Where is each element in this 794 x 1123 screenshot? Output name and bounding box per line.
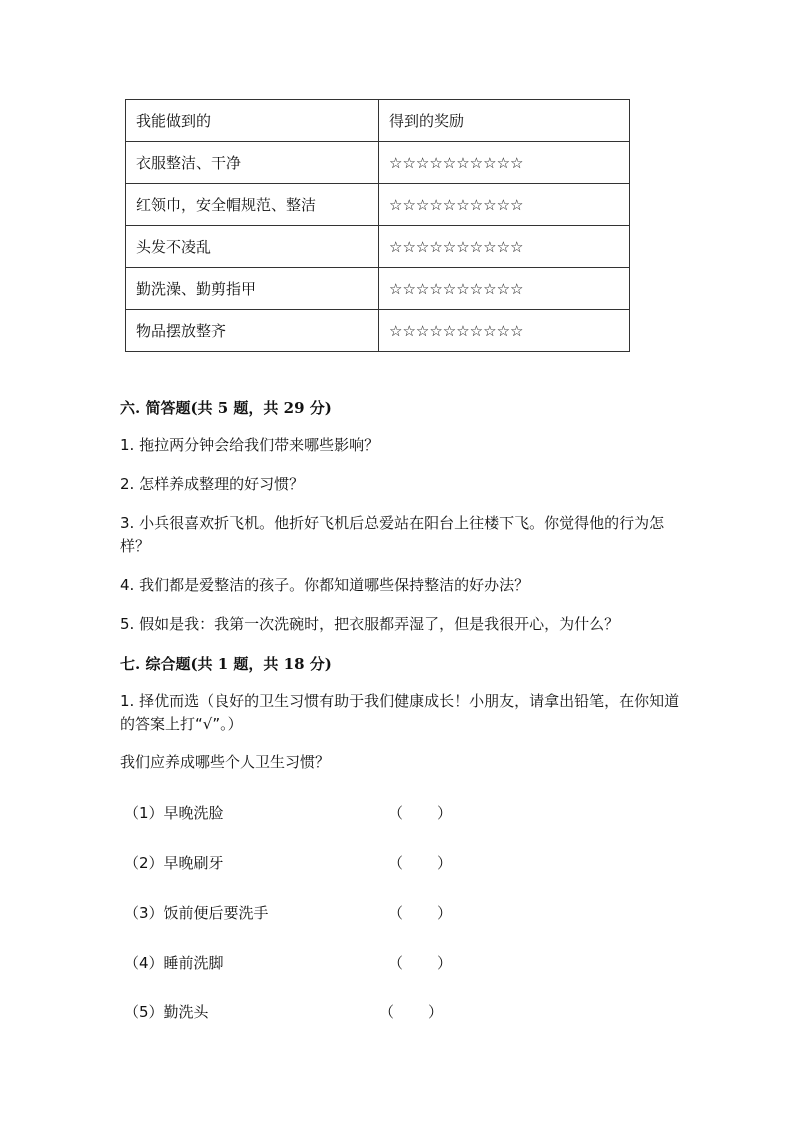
- table-header-cell: 得到的奖励: [379, 100, 630, 142]
- question-6-3: 3. 小兵很喜欢折飞机。他折好飞机后总爱站在阳台上往楼下飞。你觉得他的行为怎样？: [120, 514, 665, 555]
- paren-open: （: [388, 804, 404, 822]
- table-cell-item: 勤洗澡、勤剪指甲: [126, 268, 379, 310]
- table-header-row: [126, 100, 630, 142]
- answer-blank[interactable]: [388, 802, 452, 823]
- section-6-title: 六. 简答题(共 5 题，共 29 分): [120, 399, 332, 417]
- table-header-cell: 我能做到的: [126, 100, 379, 142]
- paren-close: ）: [437, 954, 453, 972]
- answer-blank[interactable]: [388, 852, 452, 873]
- table-cell-stars: ☆☆☆☆☆☆☆☆☆☆: [379, 268, 630, 310]
- table-cell-item: 红领巾，安全帽规范、整洁: [126, 184, 379, 226]
- table-cell-item: 衣服整洁、干净: [126, 142, 379, 184]
- question-7-prompt: 我们应养成哪些个人卫生习惯？: [120, 753, 331, 771]
- paren-close: ）: [437, 904, 453, 922]
- table-row: [126, 142, 630, 184]
- option-label: （4）睡前洗脚: [124, 954, 224, 972]
- question-6-1: 1. 拖拉两分钟会给我们带来哪些影响？: [120, 436, 380, 454]
- table-row: [126, 184, 630, 226]
- option-label: （2）早晚刷牙: [124, 854, 224, 872]
- table-cell-item: 头发不凌乱: [126, 226, 379, 268]
- reward-table: [125, 99, 630, 352]
- option-label: （5）勤洗头: [124, 1003, 209, 1021]
- paren-open: （: [388, 854, 404, 872]
- question-6-2: 2. 怎样养成整理的好习惯？: [120, 475, 305, 493]
- section-7-title: 七. 综合题(共 1 题，共 18 分): [120, 655, 332, 673]
- table-cell-stars: ☆☆☆☆☆☆☆☆☆☆: [379, 310, 630, 352]
- paren-close: ）: [437, 854, 453, 872]
- table-cell-stars: ☆☆☆☆☆☆☆☆☆☆: [379, 184, 630, 226]
- table-cell-stars: ☆☆☆☆☆☆☆☆☆☆: [379, 142, 630, 184]
- question-7-1: 1. 择优而选（良好的卫生习惯有助于我们健康成长！小朋友，请拿出铅笔，在你知道的答案上打“√”。）: [120, 692, 680, 733]
- table-row: [126, 226, 630, 268]
- answer-blank[interactable]: [388, 952, 452, 973]
- table-cell-item: 物品摆放整齐: [126, 310, 379, 352]
- question-6-4: 4. 我们都是爱整洁的孩子。你都知道哪些保持整洁的好办法？: [120, 576, 530, 594]
- paren-open: （: [388, 954, 404, 972]
- paren-close: ）: [428, 1003, 444, 1021]
- table-row: [126, 268, 630, 310]
- paren-close: ）: [437, 804, 453, 822]
- paren-open: （: [379, 1003, 395, 1021]
- answer-blank[interactable]: [379, 1001, 443, 1022]
- option-label: （1）早晚洗脸: [124, 804, 224, 822]
- question-6-5: 5. 假如是我：我第一次洗碗时，把衣服都弄湿了，但是我很开心，为什么？: [120, 615, 620, 633]
- table-cell-stars: ☆☆☆☆☆☆☆☆☆☆: [379, 226, 630, 268]
- table-row: [126, 310, 630, 352]
- answer-blank[interactable]: [388, 902, 452, 923]
- paren-open: （: [388, 904, 404, 922]
- option-label: （3）饭前便后要洗手: [124, 904, 269, 922]
